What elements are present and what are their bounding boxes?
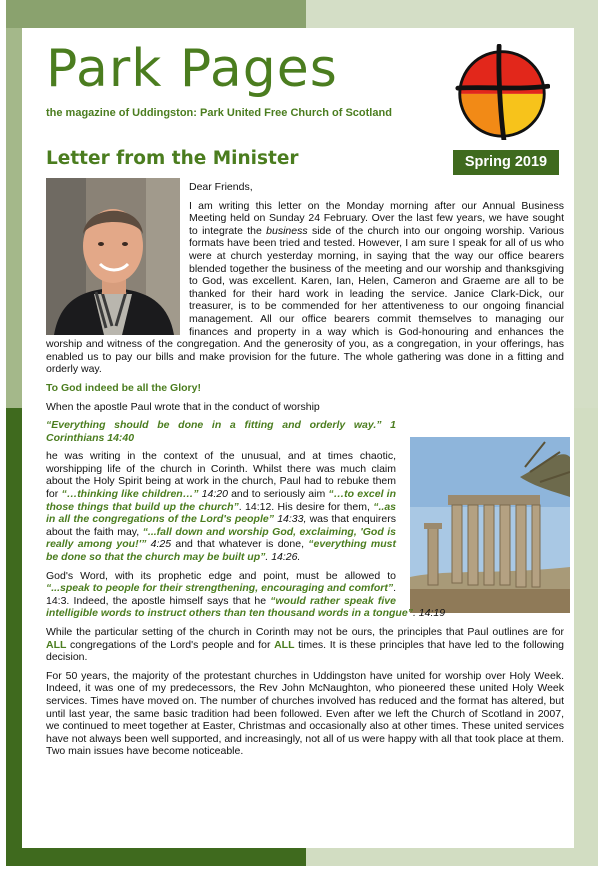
letter-glory-line: To God indeed be all the Glory! — [46, 381, 201, 394]
letter-paragraph: he was writing in the context of the unusual, and at times chaotic, worshipping life of the church in Corinth. Whilst there was much claim about the Holy Spirit being at work in the church, Paul had to rebuke them for “…thinking like children…” 14:20 and to seriously aim “…to excel in those things that build up the church”. 14:12. His desire for them, “..as in all the congregations of the Lord's people” 14:33, was that enquirers about the faith may, “...fall down and worship God, exclaiming, 'God is really among you!'” 4:25 and that whatever is done, “everything must be done so that the church may be built up”. 14:26. — [46, 450, 397, 564]
frame-top-accent — [6, 0, 306, 28]
issue-badge: Spring 2019 — [453, 150, 559, 175]
church-cross-logo-icon — [454, 44, 550, 140]
scripture-quote: “Everything should be done in a fitting and orderly way.” 1 Corinthians 14:40 — [46, 419, 396, 444]
letter-paragraph: I am writing this letter on the Monday morning after our Annual Business Meeting held on Sunday 24 February. Over the last few years, we have sought to integrate the business side of the church into our ongoing worship. Various formats have been tried and tested. However, I am sure I speak for all of us who were at church yesterday morning, in saying that the way our office bearers blended together the business of the meeting and our worship and thanksgiving to God, was excellent. Karen, Ian, Helen, Cameron and Graeme are all to be thanked for their hard work in leading the service. Janice Clark-Dick, our treasurer, is to be commended for her attentiveness to our ongoing financial management. All our office bearers commit themselves to managing our finances and property in a way which is God-honouring and enhances the worship and witness of the congregation. And the generosity of you, as a congregation, in your offerings, has enabled us to pay our bills and make provision for the future. The whole gathering was done in a fitting and orderly way. — [46, 199, 564, 376]
photo-spacer — [402, 421, 564, 607]
letter-paragraph: God's Word, with its prophetic edge and point, must be allowed to “...speak to people for their strengthening, encouraging and comfort”. 14:3. Indeed, the apostle himself says that he “would rather speak five intelligible words to instruct others than ten thousand words in a tongue”. 14:19 — [46, 569, 446, 620]
letter-paragraph: While the particular setting of the church in Corinth may not be ours, the principles that Paul outlines are for ALL congregations of the Lord's people and for ALL times. It is these principles that have led to the following decision. — [46, 626, 564, 664]
magazine-title: Park Pages — [46, 39, 338, 99]
letter-greeting: Dear Friends, — [189, 181, 253, 193]
magazine-subtitle: the magazine of Uddingston: Park United Free Church of Scotland — [46, 107, 392, 119]
frame-left-accent — [6, 28, 22, 448]
letter-apostle-intro: When the apostle Paul wrote that in the conduct of worship — [46, 400, 320, 413]
letter-body — [46, 181, 564, 764]
photo-spacer — [46, 181, 189, 337]
section-heading: Letter from the Minister — [46, 148, 299, 169]
letter-paragraph: For 50 years, the majority of the protestant churches in Uddingston have united for worship over Holy Week. Indeed, it was one of my predecessors, the Rev John McNaughton, who pioneered these united Holy Week services. Times have moved on. The number of churches involved has reduced and the format has altered, but until last year, the same basic tradition had been followed. Even after we left the Church of Scotland in 2007, we continued to meet together at Easter, Christmas and occasionally also at other times. These united services have not always been well supported, and increasingly, not all of us were happy with all that took place at them. Two main issues have become noticeable. — [46, 669, 564, 758]
